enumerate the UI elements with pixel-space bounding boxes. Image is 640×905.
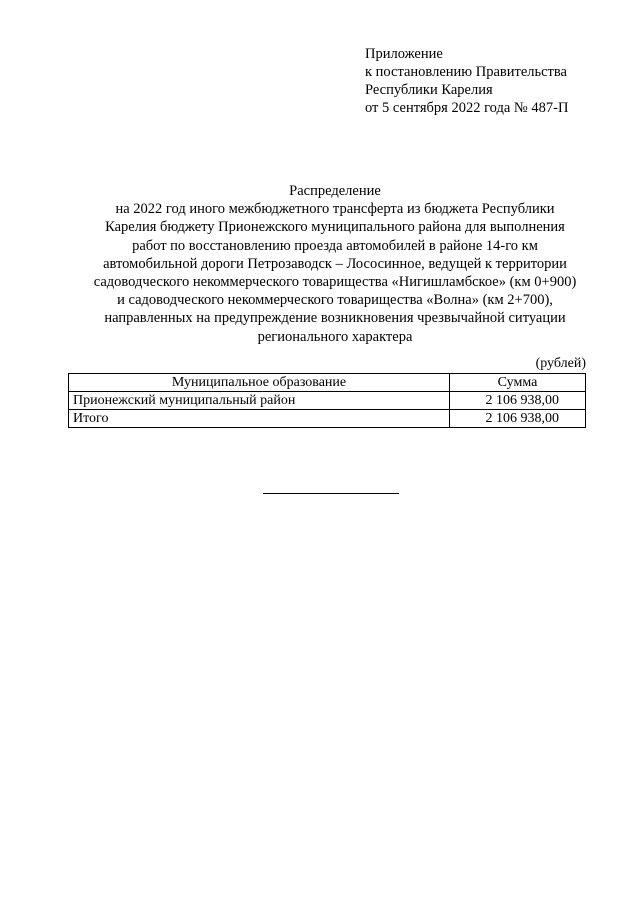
appendix-line: к постановлению Правительства (365, 64, 567, 80)
table-cell-amount: 2 106 938,00 (450, 392, 586, 410)
appendix-block (365, 45, 568, 117)
closing-divider (263, 493, 399, 494)
table-row-total (69, 410, 586, 428)
document-title (70, 182, 600, 346)
title-line: садоводческого некоммерческого товарищества «Нигишламбское» (км 0+900) (93, 274, 577, 291)
appendix-line: от 5 сентября 2022 года № 487-П (365, 100, 569, 116)
table-cell-municipality: Прионежский муниципальный район (69, 392, 450, 410)
distribution-table (68, 373, 586, 428)
column-header-amount: Сумма (450, 374, 586, 392)
title-line: работ по восстановлению проезда автомобилей в районе 14-го км (132, 237, 538, 254)
title-line: и садоводческого некоммерческого товарищества «Волна» (км 2+700), (117, 292, 553, 309)
title-line: на 2022 год иного межбюджетного трансферта из бюджета Республики (115, 201, 555, 218)
table-header-row (69, 374, 586, 392)
column-header-municipality: Муниципальное образование (69, 374, 450, 392)
table-row (69, 392, 586, 410)
table-cell-total-label: Итого (69, 410, 450, 428)
title-heading: Распределение (289, 183, 381, 199)
table-cell-total-amount: 2 106 938,00 (450, 410, 586, 428)
title-line: направленных на предупреждение возникновения чрезвычайной ситуации (104, 310, 566, 327)
title-line: регионального характера (257, 328, 413, 345)
title-line: автомобильной дороги Петрозаводск – Лососинное, ведущей к территории (103, 255, 567, 272)
appendix-line: Приложение (365, 46, 443, 62)
unit-label: (рублей) (535, 356, 586, 371)
title-line: Карелия бюджету Прионежского муниципального района для выполнения (105, 219, 565, 236)
appendix-line: Республики Карелия (365, 82, 493, 98)
